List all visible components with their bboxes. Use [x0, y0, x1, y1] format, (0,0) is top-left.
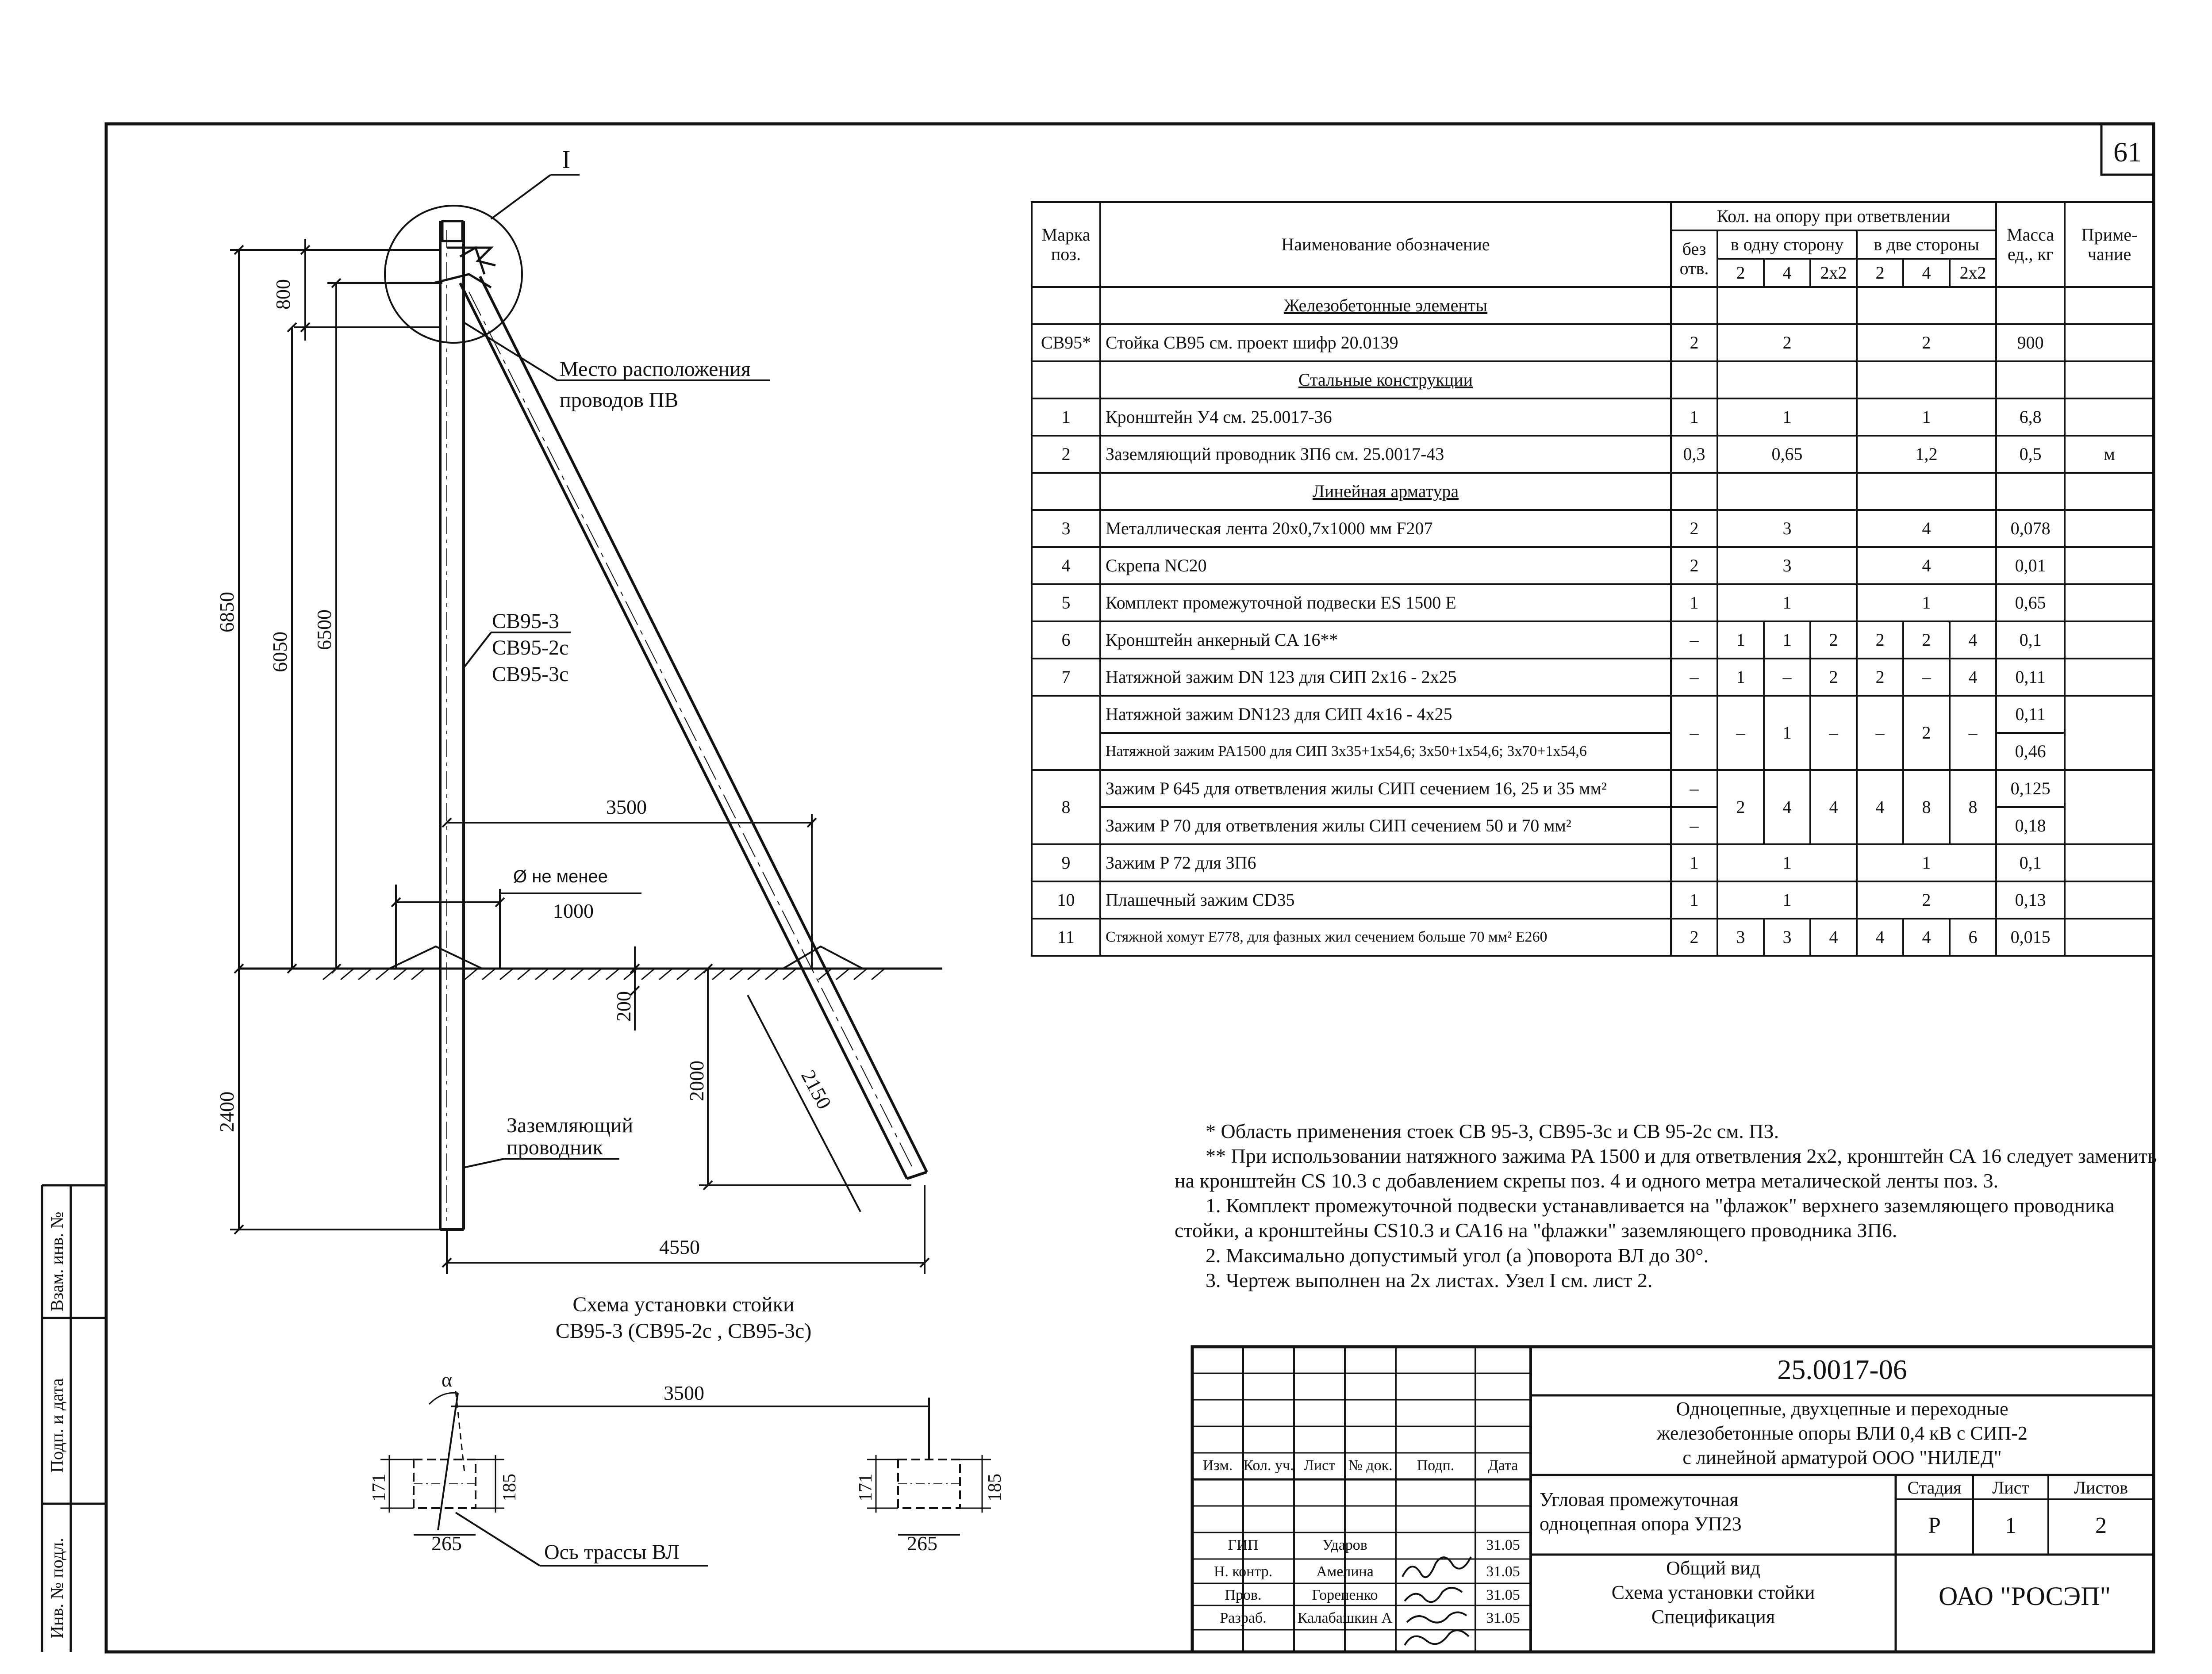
sheet-number: 61: [2113, 136, 2142, 168]
name-nkontr: Амелина: [1316, 1563, 1374, 1580]
dim-6500: 6500: [313, 609, 335, 650]
project-title-3: с линейной арматурой ООО "НИЛЕД": [1682, 1447, 2002, 1468]
object-title-1: Угловая промежуточная: [1540, 1489, 1739, 1510]
table-row: 1 Кронштейн У4 см. 25.0017-36 1 1 1 6,8: [1032, 398, 2154, 436]
side-inv-replace: Взам. инв. №: [47, 1211, 67, 1311]
col-kol-uch: Кол. уч.: [1243, 1457, 1294, 1474]
section-title: Линейная арматура: [1100, 473, 1671, 510]
col-no-branch: без отв.: [1671, 230, 1717, 287]
caption-line-1: Схема установки стойки: [572, 1293, 795, 1316]
table-row: СВ95* Стойка СВ95 см. проект шифр 20.0139 2 2 2 900: [1032, 324, 2154, 361]
sheet-title-3: Спецификация: [1651, 1606, 1775, 1628]
table-row: 11 Стяжной хомут E778, для фазных жил сечением больше 70 мм² E260 2 3 3 4 4 4 6 0,015: [1032, 919, 2154, 956]
table-row: 8 Зажим P 645 для ответвления жилы СИП сечением 16, 25 и 35 мм² – 2 4 4 4 8 8 0,125: [1032, 770, 2154, 807]
role-nkontr: Н. контр.: [1214, 1563, 1273, 1580]
table-row: 9 Зажим P 72 для ЗП6 1 1 1 0,1: [1032, 844, 2154, 881]
company-name: ОАО "РОСЭП": [1938, 1582, 2111, 1611]
table-row: 2 Заземляющий проводник ЗП6 см. 25.0017-43 0,3 0,65 1,2 0,5 м: [1032, 436, 2154, 473]
sub-col: 2: [1717, 259, 1764, 287]
sheets-value: 2: [2095, 1513, 2107, 1538]
dim-2400: 2400: [215, 1092, 238, 1132]
stage-label: Стадия: [1907, 1478, 1962, 1498]
role-prov: Пров.: [1225, 1587, 1262, 1603]
plan-dim-3500: 3500: [664, 1382, 704, 1404]
plan-dim-265-left: 265: [431, 1532, 462, 1555]
plan-dim-185-right: 185: [985, 1474, 1005, 1502]
role-razrab: Разраб.: [1220, 1610, 1267, 1626]
plan-dim-171-left: 171: [369, 1474, 389, 1502]
sheet-title-1: Общий вид: [1666, 1557, 1760, 1579]
col-name: Наименование обозначение: [1100, 202, 1671, 287]
note-4: 2. Максимально допустимый угол (а )поворота ВЛ до 30°.: [1206, 1244, 1709, 1267]
section-row: [1032, 473, 2154, 510]
date-prov: 31.05: [1486, 1587, 1520, 1603]
col-doc: № док.: [1348, 1457, 1393, 1474]
spec-header-row-1: [1032, 202, 2154, 230]
callout-leader-node: [491, 175, 551, 219]
side-inv-orig: Инв. № подл.: [47, 1538, 67, 1639]
sheet-value: 1: [2005, 1513, 2016, 1538]
doc-code: 25.0017-06: [1777, 1354, 1907, 1385]
table-row: 6 Кронштейн анкерный CA 16** – 1 1 2 2 2 4 0,1: [1032, 621, 2154, 659]
date-razrab: 31.05: [1486, 1610, 1520, 1626]
table-row: 4 Скрепа NC20 2 3 4 0,01: [1032, 547, 2154, 584]
project-title-1: Одноцепные, двухцепные и переходные: [1676, 1398, 2008, 1420]
node-circle: [385, 206, 522, 343]
col-list: Лист: [1303, 1457, 1336, 1474]
col-date: Дата: [1488, 1457, 1518, 1474]
note-5: 3. Чертеж выполнен на 2х листах. Узел I см. лист 2.: [1206, 1268, 1653, 1291]
dim-6850: 6850: [215, 592, 238, 632]
ground-hatch: [323, 969, 885, 980]
sub-col: 4: [1764, 259, 1810, 287]
object-title-2: одноцепная опора УП23: [1540, 1513, 1742, 1535]
sheet-label: Лист: [1992, 1478, 2029, 1498]
col-two-sides: в две стороны: [1857, 230, 1996, 259]
col-note: Приме- чание: [2065, 202, 2154, 287]
role-gip: ГИП: [1228, 1537, 1259, 1553]
col-mass: Масса ед., кг: [1996, 202, 2065, 287]
col-mark: Марка поз.: [1032, 202, 1100, 287]
leader-pole-types: [464, 632, 491, 668]
caption-line-2: СВ95-3 (СВ95-2с , СВ95-3с): [555, 1319, 812, 1343]
title-block-grid: [1192, 1347, 2154, 1652]
note-1: * Область применения стоек СВ 95-3, СВ95-3с и СВ 95-2с см. ПЗ.: [1206, 1120, 1779, 1142]
name-razrab: Калабашкин А: [1297, 1610, 1393, 1626]
section-row: [1032, 361, 2154, 398]
plan-dim-185-left: 185: [499, 1474, 520, 1502]
plan-alpha: α: [442, 1368, 453, 1391]
ground-mound-left: [389, 946, 482, 969]
side-sign-date: Подп. и дата: [47, 1378, 67, 1473]
plan-dim-265-right: 265: [907, 1532, 937, 1555]
signatures: [1402, 1557, 1471, 1645]
dim-2150: 2150: [797, 1066, 836, 1113]
specification-table: [1031, 201, 2155, 957]
sub-col: 4: [1903, 259, 1950, 287]
col-izm: Изм.: [1202, 1457, 1233, 1474]
section-title: Железобетонные элементы: [1100, 287, 1671, 324]
label-ground-1: Заземляющий: [507, 1114, 634, 1137]
pole-strut: [460, 276, 927, 1179]
name-gip: Ударов: [1322, 1537, 1367, 1553]
pole-vertical: [440, 221, 464, 1230]
dim-3500: 3500: [606, 796, 647, 818]
date-gip: 31.05: [1486, 1537, 1520, 1553]
sub-col: 2х2: [1810, 259, 1857, 287]
section-row: [1032, 287, 2154, 324]
label-location-1: Место расположения: [560, 357, 751, 381]
sub-col: 2: [1857, 259, 1903, 287]
table-row: Натяжной зажим PA1500 для СИП 3х35+1х54,6; 3х50+1х54,6; 3х70+1х54,6 0,46: [1032, 733, 2154, 770]
note-3: 1. Комплект промежуточной подвески устанавливается на "флажок" верхнего заземляющего проводника стойки, а кронштейны CS10.3 и СА16 на "флажки" заземляющего проводника ЗП6.: [1175, 1194, 2115, 1242]
dim-800: 800: [272, 279, 294, 310]
label-ground-2: проводник: [507, 1136, 603, 1159]
date-nkontr: 31.05: [1486, 1563, 1520, 1580]
callout-node: I: [562, 145, 571, 174]
label-pole-type-1: СВ95-3: [492, 609, 560, 633]
dim-1000: 1000: [553, 900, 594, 922]
sub-col: 2х2: [1950, 259, 1996, 287]
table-row: Зажим P 70 для ответвления жилы СИП сечением 50 и 70 мм² – 0,18: [1032, 807, 2154, 844]
table-row: Натяжной зажим DN123 для СИП 4х16 - 4х25 – – 1 – – 2 – 0,11: [1032, 696, 2154, 733]
section-title: Стальные конструкции: [1100, 361, 1671, 398]
col-sign: Подп.: [1417, 1457, 1455, 1474]
label-location-2: проводов ПВ: [560, 388, 679, 412]
col-qty: Кол. на опору при ответвлении: [1671, 202, 1996, 230]
table-row: 3 Металлическая лента 20х0,7х1000 мм F207 2 3 4 0,078: [1032, 510, 2154, 547]
dim-200: 200: [612, 991, 635, 1022]
sheets-label: Листов: [2074, 1478, 2128, 1498]
stage-value: Р: [1928, 1513, 1941, 1538]
table-row: 7 Натяжной зажим DN 123 для СИП 2х16 - 2х25 – 1 – 2 2 – 4 0,11: [1032, 659, 2154, 696]
sheet-title-2: Схема установки стойки: [1611, 1582, 1815, 1603]
label-pole-type-3: СВ95-3с: [492, 663, 569, 686]
plan-view: [380, 1391, 991, 1566]
table-row: 5 Комплект промежуточной подвески ES 1500 E 1 1 1 0,65: [1032, 584, 2154, 621]
table-row: 10 Плашечный зажим CD35 1 1 2 0,13: [1032, 881, 2154, 919]
plan-dim-171-right: 171: [856, 1474, 876, 1502]
dim-6050: 6050: [269, 632, 291, 672]
dim-4550: 4550: [659, 1236, 700, 1258]
plan-axis-label: Ось трассы ВЛ: [544, 1540, 680, 1564]
notes-block: [1175, 1119, 2161, 1293]
leader-ground: [464, 1159, 504, 1168]
leader-location: [465, 323, 557, 380]
col-one-side: в одну сторону: [1717, 230, 1857, 259]
label-pole-type-2: СВ95-2с: [492, 636, 569, 659]
label-min-diameter: Ø не менее: [513, 867, 608, 886]
name-prov: Горепенко: [1312, 1587, 1378, 1603]
project-title-2: железобетонные опоры ВЛИ 0,4 кВ с СИП-2: [1657, 1422, 2028, 1444]
dim-2000: 2000: [685, 1061, 708, 1101]
note-2: ** При использовании натяжного зажима PA 1500 и для ответвления 2х2, кронштейн СА 16 следует заменить на кронштейн CS 10.3 с добавлением скрепы поз. 4 и одного метра металической ленты поз. 3.: [1175, 1145, 2157, 1192]
